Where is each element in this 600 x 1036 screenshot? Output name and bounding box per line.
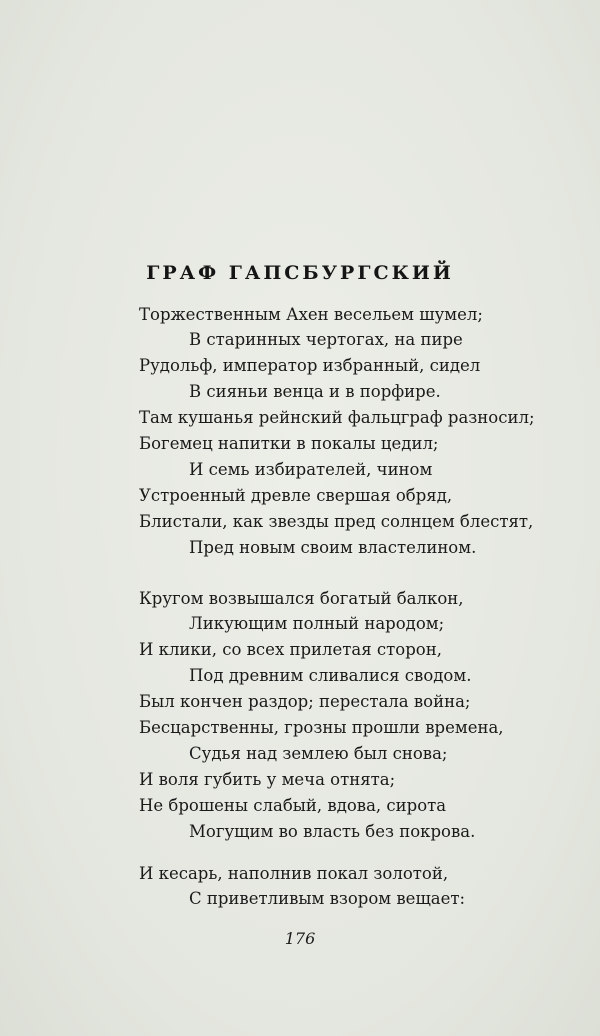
poem-line: И воля губить у меча отнята; [139, 770, 396, 789]
poem-line: Кругом возвышался богатый балкон, [139, 589, 464, 608]
poem-line: Торжественным Ахен весельем шумел; [139, 305, 483, 324]
poem-line: Был кончен раздор; перестала война; [139, 692, 471, 711]
poem-line: Рудольф, император избранный, сидел [139, 356, 481, 375]
poem-line: Могущим во власть без покрова. [189, 822, 476, 841]
poem-line: Не брошены слабый, вдова, сирота [139, 796, 447, 815]
poem-title: ГРАФ ГАПСБУРГСКИЙ [146, 262, 454, 284]
poem-line: С приветливым взором вещает: [189, 889, 466, 908]
poem-line: Пред новым своим властелином. [189, 538, 477, 557]
poem-line: Под древним сливалися сводом. [189, 666, 472, 685]
poem-line: Устроенный древле свершая обряд, [139, 486, 453, 505]
poem-line: В старинных чертогах, на пире [189, 330, 463, 349]
poem-line: Богемец напитки в покалы цедил; [139, 434, 439, 453]
poem-line: И клики, со всех прилетая сторон, [139, 640, 442, 659]
poem-line: Бесцарственны, грозны прошли времена, [139, 718, 504, 737]
poem-line: Блистали, как звезды пред солнцем блестят, [139, 512, 534, 531]
poem-line: И кесарь, наполнив покал золотой, [139, 864, 449, 883]
poem-line: В сияньи венца и в порфире. [189, 382, 441, 401]
page-number: 176 [284, 929, 316, 948]
poem-line: Там кушанья рейнский фальцграф разносил; [139, 408, 535, 427]
poem-line: Ликующим полный народом; [189, 614, 445, 633]
poem-line: Судья над землею был снова; [189, 744, 448, 763]
poem-line: И семь избирателей, чином [189, 460, 433, 479]
